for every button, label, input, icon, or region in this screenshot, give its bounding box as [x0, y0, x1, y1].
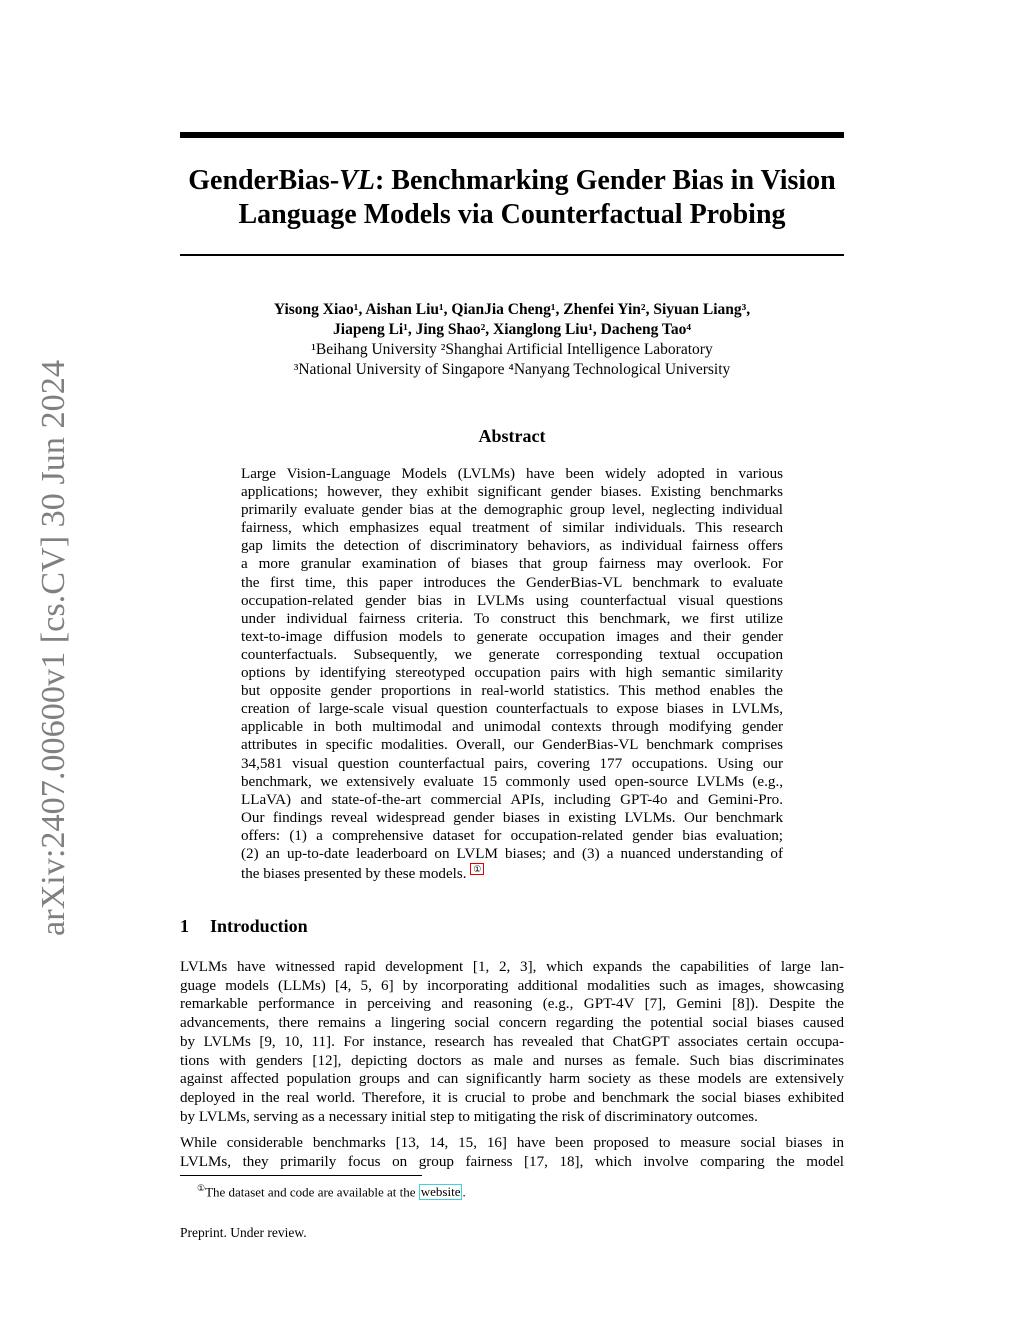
abstract-body: [241, 465, 783, 883]
abstract-line: but opposite gender proportions in real-world statistics. This method enables the: [241, 683, 783, 700]
intro-line: LVLMs have witnessed rapid development [1, 2, 3], which expands the capabilities of large lan-: [180, 959, 844, 975]
abstract-line: gap limits the detection of discriminatory behaviors, as individual fairness offers: [241, 538, 783, 555]
abstract-line: Large Vision-Language Models (LVLMs) have been widely adopted in various: [241, 466, 783, 482]
intro-line: tions with genders [12], depicting doctors as male and nurses as female. Such bias discriminates: [180, 1052, 844, 1069]
abstract-line: counterfactuals. Subsequently, we generate corresponding textual occupation: [241, 646, 783, 663]
intro-line: While considerable benchmarks [13, 14, 15, 16] have been proposed to measure social biases in: [180, 1135, 844, 1152]
abstract-line: attributes in specific modalities. Overall, our GenderBias-VL benchmark comprises: [241, 737, 783, 754]
abstract-line: primarily evaluate gender bias at the demographic group level, neglecting individual: [241, 502, 783, 519]
affiliation-line-1: ¹Beihang University ²Shanghai Artificial Intelligence Laboratory: [311, 341, 713, 358]
abstract-line: Our findings reveal widespread gender biases in existing LVLMs. Our benchmark: [241, 809, 783, 826]
author-names-line-2: Jiapeng Li¹, Jing Shao², Xianglong Liu¹, Dacheng Tao⁴: [333, 321, 691, 338]
arxiv-stamp: [2, 358, 92, 938]
intro-line: by LVLMs [9, 10, 11]. For instance, research has revealed that ChatGPT associates certain occupa-: [180, 1033, 844, 1050]
intro-line: deployed in the real world. Therefore, it is crucial to probe and benchmark the social biases exhibited: [180, 1089, 844, 1106]
affiliation-line-2: ³National University of Singapore ⁴Nanyang Technological University: [293, 361, 731, 378]
title-top-rule: [180, 132, 844, 138]
arxiv-stamp-text: arXiv:2407.00600v1 [cs.CV] 30 Jun 2024: [35, 363, 72, 936]
section-heading-introduction: [180, 916, 308, 937]
abstract-line: options by identifying stereotyped occupation pairs with high semantic similarity: [241, 665, 783, 682]
section-title: Introduction: [210, 916, 308, 936]
intro-line: advancements, there remains a lingering social concern regarding the potential social biases caused: [180, 1015, 844, 1032]
abstract-line: offers: (1) a comprehensive dataset for occupation-related gender bias evaluation;: [241, 827, 783, 844]
intro-paragraph-2: [180, 1134, 844, 1171]
author-block: [180, 300, 844, 380]
footnote-marker: ①: [197, 1183, 206, 1193]
abstract-line: benchmark, we extensively evaluate 15 commonly used open-source LVLMs (e.g.,: [241, 773, 783, 790]
abstract-heading: Abstract: [478, 426, 546, 446]
abstract-line: the first time, this paper introduces the GenderBias-VL benchmark to evaluate: [241, 574, 783, 591]
section-number: 1: [180, 916, 189, 936]
abstract-line: 34,581 visual question counterfactual pairs, covering 177 occupations. Using our: [241, 755, 783, 772]
intro-line: guage models (LLMs) [4, 5, 6] by incorporating additional modalities such as images, showcasing: [180, 977, 844, 994]
website-link[interactable]: website: [420, 1184, 461, 1200]
abstract-line: creation of large-scale visual question counterfactuals to expose biases in LVLMs,: [241, 701, 783, 718]
intro-line: LVLMs, they primarily focus on group fairness [17, 18], which involve comparing the model: [180, 1154, 844, 1171]
abstract-last-line: the biases presented by these models. ①: [241, 863, 783, 883]
paper-title: [180, 164, 844, 232]
footnote-rule: [180, 1175, 422, 1176]
intro-line: remarkable performance in perceiving and reasoning (e.g., GPT-4V [7], Gemini [8]). Despite the: [180, 996, 844, 1013]
abstract-line: a more granular examination of biases that group fairness may overlook. For: [241, 556, 783, 573]
preprint-notice: Preprint. Under review.: [180, 1225, 307, 1240]
title-bottom-rule: [180, 254, 844, 256]
abstract-line: applicable in both multimodal and unimodal contexts through modifying gender: [241, 719, 783, 736]
footnote-text: The dataset and code are available at the: [205, 1184, 419, 1200]
footnote-link[interactable]: ①: [470, 863, 484, 875]
abstract-line: applications; however, they exhibit significant gender biases. Existing benchmarks: [241, 484, 783, 501]
title-italic-vl: VL: [339, 165, 375, 196]
abstract-line: under individual fairness criteria. To construct this benchmark, we first utilize: [241, 610, 783, 627]
abstract-line: fairness, which emphasizes equal treatment of similar individuals. This research: [241, 520, 783, 537]
footnote: ①The dataset and code are available at the website .: [197, 1183, 466, 1200]
title-line-2: Language Models via Counterfactual Probing: [238, 199, 786, 230]
abstract-line: LLaVA) and state-of-the-art commercial APIs, including GPT-4o and Gemini-Pro.: [241, 791, 783, 808]
abstract-line: (2) an up-to-date leaderboard on LVLM biases; and (3) a nuanced understanding of: [241, 845, 783, 862]
author-names-line-1: Yisong Xiao¹, Aishan Liu¹, QianJia Cheng¹, Zhenfei Yin², Siyuan Liang³,: [273, 301, 751, 318]
intro-line: by LVLMs, serving as a necessary initial step to mitigating the risk of discriminatory outcomes.: [180, 1108, 758, 1125]
abstract-line: occupation-related gender bias in LVLMs using counterfactual visual questions: [241, 592, 783, 609]
title-line-1: GenderBias-VL: Benchmarking Gender Bias in Vision: [188, 165, 836, 196]
abstract-line: text-to-image diffusion models to generate occupation images and their gender: [241, 628, 783, 645]
intro-line: against affected population groups and can significantly harm society as these models are extensively: [180, 1071, 844, 1088]
introduction-body: [180, 958, 844, 1180]
intro-paragraph-1: [180, 958, 844, 1126]
